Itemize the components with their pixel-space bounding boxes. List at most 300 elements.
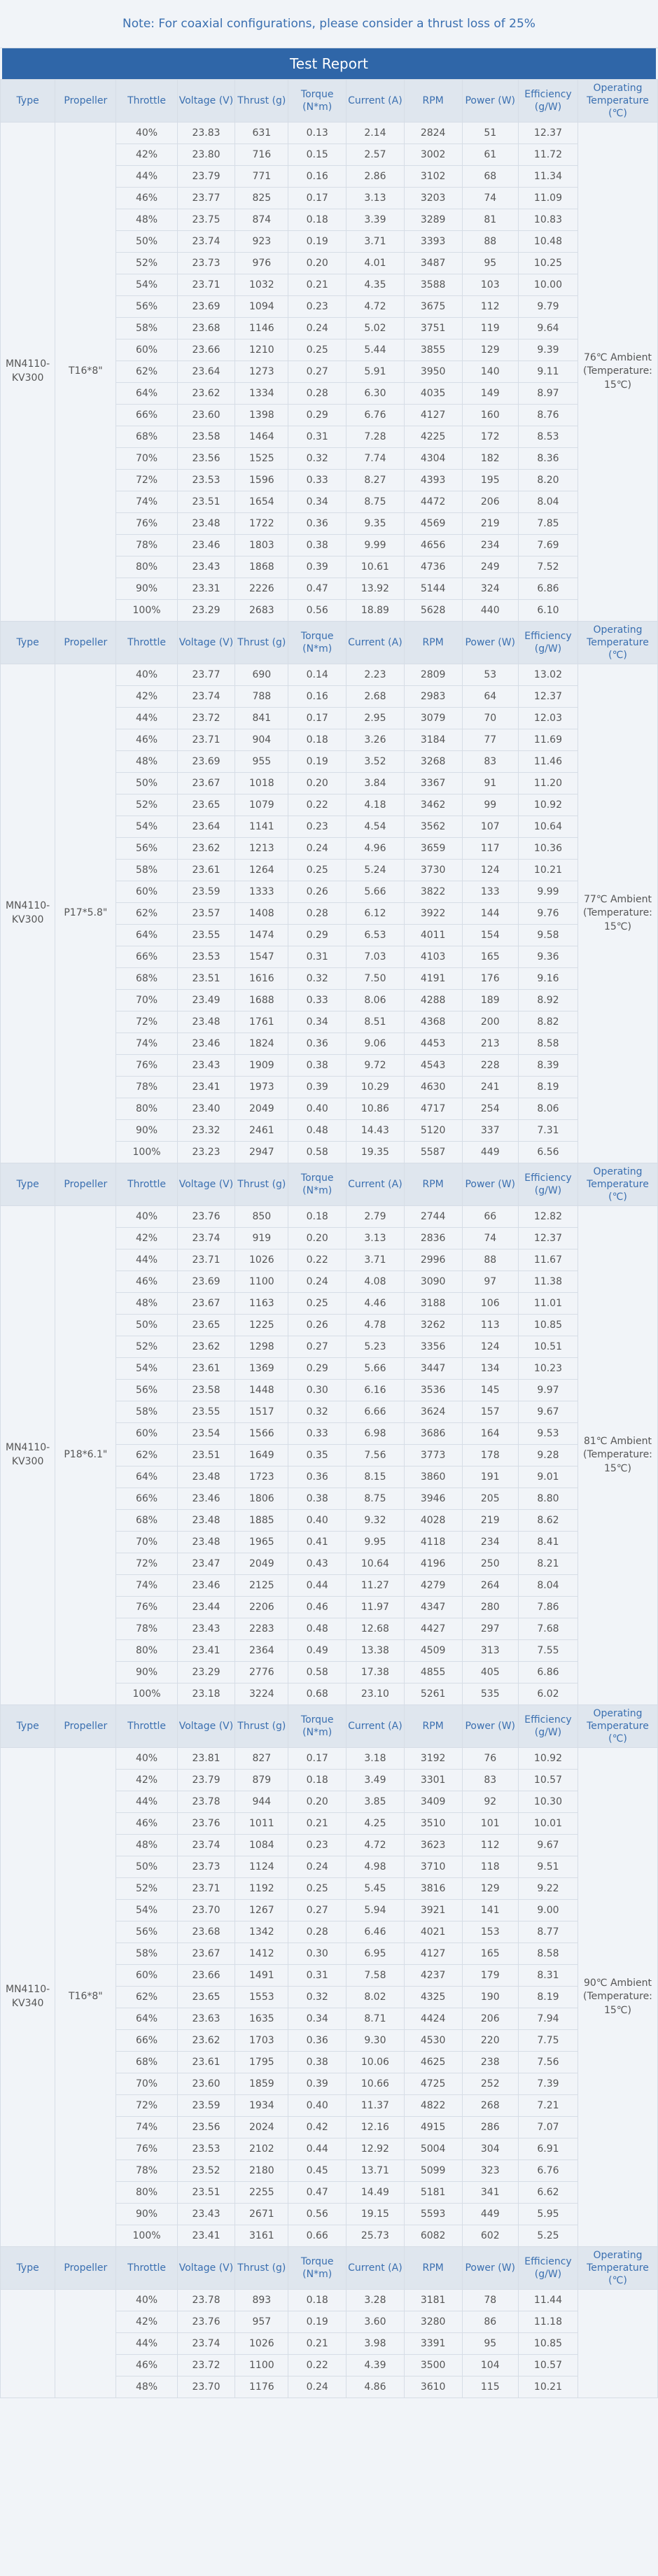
thrust-cell: 1398 xyxy=(235,405,288,426)
efficiency-cell: 10.48 xyxy=(518,231,578,253)
rpm-cell: 3710 xyxy=(404,1856,462,1878)
thrust-cell: 2776 xyxy=(235,1662,288,1684)
efficiency-cell: 11.69 xyxy=(518,729,578,751)
power-cell: 440 xyxy=(462,600,518,622)
rpm-cell: 3946 xyxy=(404,1488,462,1510)
motor-type-cell: MN4110-KV300 xyxy=(1,122,55,622)
throttle-cell: 70% xyxy=(116,448,177,470)
voltage-cell: 23.46 xyxy=(177,1575,235,1597)
voltage-cell: 23.74 xyxy=(177,231,235,253)
torque-cell: 0.38 xyxy=(288,1055,346,1077)
power-cell: 106 xyxy=(462,1293,518,1315)
efficiency-cell: 6.10 xyxy=(518,600,578,622)
throttle-cell: 58% xyxy=(116,1401,177,1423)
torque-cell: 0.18 xyxy=(288,1770,346,1791)
header-voltage: Voltage (V) xyxy=(177,2247,235,2290)
torque-cell: 0.20 xyxy=(288,1228,346,1250)
current-cell: 8.15 xyxy=(346,1466,405,1488)
thrust-cell: 3224 xyxy=(235,1684,288,1705)
header-efficiency: Efficiency (g/W) xyxy=(518,1163,578,1206)
throttle-cell: 76% xyxy=(116,2138,177,2160)
power-cell: 153 xyxy=(462,1921,518,1943)
rpm-cell: 3289 xyxy=(404,209,462,231)
torque-cell: 0.45 xyxy=(288,2160,346,2182)
efficiency-cell: 7.69 xyxy=(518,535,578,556)
power-cell: 190 xyxy=(462,1987,518,2008)
efficiency-cell: 7.52 xyxy=(518,556,578,578)
rpm-cell: 5144 xyxy=(404,578,462,600)
voltage-cell: 23.62 xyxy=(177,1336,235,1358)
voltage-cell: 23.49 xyxy=(177,990,235,1011)
thrust-cell: 771 xyxy=(235,166,288,188)
power-cell: 119 xyxy=(462,318,518,340)
rpm-cell: 3500 xyxy=(404,2355,462,2376)
efficiency-cell: 12.82 xyxy=(518,1206,578,1228)
efficiency-cell: 6.86 xyxy=(518,1662,578,1684)
rpm-cell: 3188 xyxy=(404,1293,462,1315)
efficiency-cell: 10.85 xyxy=(518,1315,578,1336)
voltage-cell: 23.81 xyxy=(177,1748,235,1770)
current-cell: 13.92 xyxy=(346,578,405,600)
torque-cell: 0.13 xyxy=(288,122,346,144)
thrust-cell: 2125 xyxy=(235,1575,288,1597)
header-temperature: Operating Temperature (℃) xyxy=(578,622,657,664)
voltage-cell: 23.40 xyxy=(177,1098,235,1120)
torque-cell: 0.47 xyxy=(288,578,346,600)
voltage-cell: 23.76 xyxy=(177,2311,235,2333)
throttle-cell: 52% xyxy=(116,1878,177,1900)
header-propeller: Propeller xyxy=(55,80,116,122)
current-cell: 3.28 xyxy=(346,2290,405,2311)
torque-cell: 0.39 xyxy=(288,1077,346,1098)
power-cell: 129 xyxy=(462,1878,518,1900)
thrust-cell: 1267 xyxy=(235,1900,288,1921)
voltage-cell: 23.64 xyxy=(177,816,235,838)
current-cell: 5.91 xyxy=(346,361,405,383)
power-cell: 115 xyxy=(462,2376,518,2398)
throttle-cell: 66% xyxy=(116,2030,177,2052)
voltage-cell: 23.48 xyxy=(177,1011,235,1033)
torque-cell: 0.21 xyxy=(288,2333,346,2355)
power-cell: 92 xyxy=(462,1791,518,1813)
propeller-cell: P17*5.8" xyxy=(55,664,116,1163)
operating-temperature-cell xyxy=(578,2290,657,2398)
efficiency-cell: 5.95 xyxy=(518,2204,578,2225)
power-cell: 337 xyxy=(462,1120,518,1142)
power-cell: 51 xyxy=(462,122,518,144)
thrust-cell: 1803 xyxy=(235,535,288,556)
thrust-cell: 2180 xyxy=(235,2160,288,2182)
torque-cell: 0.24 xyxy=(288,1856,346,1878)
current-cell: 12.92 xyxy=(346,2138,405,2160)
rpm-cell: 4304 xyxy=(404,448,462,470)
power-cell: 154 xyxy=(462,925,518,946)
thrust-cell: 1973 xyxy=(235,1077,288,1098)
operating-temperature-cell: 76℃ Ambient (Temperature: 15℃) xyxy=(578,122,657,622)
throttle-cell: 90% xyxy=(116,578,177,600)
rpm-cell: 2836 xyxy=(404,1228,462,1250)
power-cell: 124 xyxy=(462,860,518,881)
voltage-cell: 23.32 xyxy=(177,1120,235,1142)
torque-cell: 0.22 xyxy=(288,794,346,816)
torque-cell: 0.27 xyxy=(288,1900,346,1921)
voltage-cell: 23.55 xyxy=(177,925,235,946)
power-cell: 220 xyxy=(462,2030,518,2052)
torque-cell: 0.34 xyxy=(288,1011,346,1033)
torque-cell: 0.44 xyxy=(288,1575,346,1597)
header-propeller: Propeller xyxy=(55,2247,116,2290)
voltage-cell: 23.71 xyxy=(177,1878,235,1900)
motor-type-cell: MN4110-KV340 xyxy=(1,1748,55,2247)
efficiency-cell: 13.02 xyxy=(518,664,578,686)
thrust-cell: 1342 xyxy=(235,1921,288,1943)
thrust-cell: 1412 xyxy=(235,1943,288,1965)
current-cell: 10.06 xyxy=(346,2052,405,2073)
rpm-cell: 4279 xyxy=(404,1575,462,1597)
header-temperature: Operating Temperature (℃) xyxy=(578,1163,657,1206)
power-cell: 206 xyxy=(462,491,518,513)
throttle-cell: 64% xyxy=(116,383,177,405)
rpm-cell: 3447 xyxy=(404,1358,462,1380)
efficiency-cell: 7.94 xyxy=(518,2008,578,2030)
thrust-cell: 631 xyxy=(235,122,288,144)
throttle-cell: 60% xyxy=(116,881,177,903)
thrust-cell: 1885 xyxy=(235,1510,288,1532)
efficiency-cell: 8.39 xyxy=(518,1055,578,1077)
current-cell: 6.76 xyxy=(346,405,405,426)
current-cell: 3.49 xyxy=(346,1770,405,1791)
torque-cell: 0.36 xyxy=(288,2030,346,2052)
throttle-cell: 46% xyxy=(116,729,177,751)
torque-cell: 0.23 xyxy=(288,1835,346,1856)
rpm-cell: 5004 xyxy=(404,2138,462,2160)
rpm-cell: 5120 xyxy=(404,1120,462,1142)
header-type: Type xyxy=(1,2247,55,2290)
efficiency-cell: 10.30 xyxy=(518,1791,578,1813)
thrust-cell: 1210 xyxy=(235,340,288,361)
rpm-cell: 2824 xyxy=(404,122,462,144)
efficiency-cell: 8.31 xyxy=(518,1965,578,1987)
thrust-cell: 2255 xyxy=(235,2182,288,2204)
throttle-cell: 68% xyxy=(116,426,177,448)
throttle-cell: 80% xyxy=(116,1098,177,1120)
current-cell: 14.43 xyxy=(346,1120,405,1142)
header-power: Power (W) xyxy=(462,1163,518,1206)
efficiency-cell: 10.25 xyxy=(518,253,578,274)
header-current: Current (A) xyxy=(346,1705,405,1748)
thrust-cell: 1654 xyxy=(235,491,288,513)
current-cell: 12.16 xyxy=(346,2117,405,2138)
power-cell: 449 xyxy=(462,2204,518,2225)
throttle-cell: 66% xyxy=(116,946,177,968)
rpm-cell: 4196 xyxy=(404,1553,462,1575)
thrust-cell: 2947 xyxy=(235,1142,288,1163)
voltage-cell: 23.48 xyxy=(177,1466,235,1488)
torque-cell: 0.23 xyxy=(288,816,346,838)
thrust-cell: 1334 xyxy=(235,383,288,405)
current-cell: 3.18 xyxy=(346,1748,405,1770)
rpm-cell: 2996 xyxy=(404,1250,462,1271)
voltage-cell: 23.29 xyxy=(177,1662,235,1684)
rpm-cell: 3816 xyxy=(404,1878,462,1900)
thrust-cell: 1868 xyxy=(235,556,288,578)
power-cell: 313 xyxy=(462,1640,518,1662)
voltage-cell: 23.31 xyxy=(177,578,235,600)
throttle-cell: 80% xyxy=(116,556,177,578)
voltage-cell: 23.41 xyxy=(177,2225,235,2247)
header-torque: Torque (N*m) xyxy=(288,2247,346,2290)
thrust-cell: 1491 xyxy=(235,1965,288,1987)
throttle-cell: 72% xyxy=(116,2095,177,2117)
throttle-cell: 60% xyxy=(116,1965,177,1987)
rpm-cell: 3510 xyxy=(404,1813,462,1835)
thrust-cell: 1525 xyxy=(235,448,288,470)
efficiency-cell: 8.04 xyxy=(518,1575,578,1597)
torque-cell: 0.48 xyxy=(288,1120,346,1142)
throttle-cell: 48% xyxy=(116,1835,177,1856)
efficiency-cell: 8.20 xyxy=(518,470,578,491)
rpm-cell: 3659 xyxy=(404,838,462,860)
current-cell: 6.30 xyxy=(346,383,405,405)
voltage-cell: 23.47 xyxy=(177,1553,235,1575)
current-cell: 6.98 xyxy=(346,1423,405,1445)
voltage-cell: 23.51 xyxy=(177,491,235,513)
throttle-cell: 56% xyxy=(116,296,177,318)
voltage-cell: 23.29 xyxy=(177,600,235,622)
torque-cell: 0.28 xyxy=(288,383,346,405)
efficiency-cell: 8.19 xyxy=(518,1987,578,2008)
current-cell: 5.45 xyxy=(346,1878,405,1900)
torque-cell: 0.27 xyxy=(288,361,346,383)
power-cell: 78 xyxy=(462,2290,518,2311)
thrust-cell: 879 xyxy=(235,1770,288,1791)
voltage-cell: 23.76 xyxy=(177,1813,235,1835)
rpm-cell: 3409 xyxy=(404,1791,462,1813)
voltage-cell: 23.56 xyxy=(177,2117,235,2138)
rpm-cell: 2744 xyxy=(404,1206,462,1228)
power-cell: 112 xyxy=(462,1835,518,1856)
power-cell: 64 xyxy=(462,686,518,708)
thrust-cell: 1094 xyxy=(235,296,288,318)
power-cell: 68 xyxy=(462,166,518,188)
current-cell: 11.37 xyxy=(346,2095,405,2117)
throttle-cell: 64% xyxy=(116,925,177,946)
rpm-cell: 6082 xyxy=(404,2225,462,2247)
header-rpm: RPM xyxy=(404,622,462,664)
current-cell: 2.68 xyxy=(346,686,405,708)
power-cell: 83 xyxy=(462,751,518,773)
current-cell: 11.97 xyxy=(346,1597,405,1618)
efficiency-cell: 10.51 xyxy=(518,1336,578,1358)
voltage-cell: 23.52 xyxy=(177,2160,235,2182)
power-cell: 97 xyxy=(462,1271,518,1293)
rpm-cell: 3536 xyxy=(404,1380,462,1401)
power-cell: 91 xyxy=(462,773,518,794)
rpm-cell: 3822 xyxy=(404,881,462,903)
throttle-cell: 42% xyxy=(116,1770,177,1791)
power-cell: 200 xyxy=(462,1011,518,1033)
current-cell: 4.39 xyxy=(346,2355,405,2376)
thrust-cell: 1795 xyxy=(235,2052,288,2073)
header-rpm: RPM xyxy=(404,2247,462,2290)
thrust-cell: 1100 xyxy=(235,2355,288,2376)
throttle-cell: 54% xyxy=(116,1900,177,1921)
current-cell: 2.86 xyxy=(346,166,405,188)
efficiency-cell: 6.56 xyxy=(518,1142,578,1163)
voltage-cell: 23.46 xyxy=(177,1488,235,1510)
efficiency-cell: 9.11 xyxy=(518,361,578,383)
efficiency-cell: 10.57 xyxy=(518,2355,578,2376)
voltage-cell: 23.79 xyxy=(177,1770,235,1791)
header-throttle: Throttle xyxy=(116,80,177,122)
power-cell: 149 xyxy=(462,383,518,405)
torque-cell: 0.40 xyxy=(288,1098,346,1120)
header-propeller: Propeller xyxy=(55,1705,116,1748)
throttle-cell: 78% xyxy=(116,2160,177,2182)
efficiency-cell: 7.56 xyxy=(518,2052,578,2073)
torque-cell: 0.22 xyxy=(288,1250,346,1271)
propeller-cell xyxy=(55,2290,116,2398)
current-cell: 3.71 xyxy=(346,1250,405,1271)
thrust-cell: 1124 xyxy=(235,1856,288,1878)
throttle-cell: 46% xyxy=(116,2355,177,2376)
efficiency-cell: 12.37 xyxy=(518,122,578,144)
thrust-cell: 1806 xyxy=(235,1488,288,1510)
thrust-cell: 2206 xyxy=(235,1597,288,1618)
torque-cell: 0.66 xyxy=(288,2225,346,2247)
efficiency-cell: 5.25 xyxy=(518,2225,578,2247)
power-cell: 165 xyxy=(462,1943,518,1965)
thrust-cell: 850 xyxy=(235,1206,288,1228)
current-cell: 3.52 xyxy=(346,751,405,773)
power-cell: 341 xyxy=(462,2182,518,2204)
power-cell: 88 xyxy=(462,1250,518,1271)
thrust-cell: 1333 xyxy=(235,881,288,903)
voltage-cell: 23.60 xyxy=(177,2073,235,2095)
motor-type-cell: MN4110-KV300 xyxy=(1,664,55,1163)
throttle-cell: 60% xyxy=(116,340,177,361)
power-cell: 206 xyxy=(462,2008,518,2030)
rpm-cell: 3102 xyxy=(404,166,462,188)
current-cell: 10.86 xyxy=(346,1098,405,1120)
thrust-cell: 1141 xyxy=(235,816,288,838)
power-cell: 144 xyxy=(462,903,518,925)
torque-cell: 0.29 xyxy=(288,1358,346,1380)
header-voltage: Voltage (V) xyxy=(177,80,235,122)
voltage-cell: 23.71 xyxy=(177,1250,235,1271)
efficiency-cell: 10.83 xyxy=(518,209,578,231)
throttle-cell: 44% xyxy=(116,1250,177,1271)
rpm-cell: 5587 xyxy=(404,1142,462,1163)
efficiency-cell: 7.85 xyxy=(518,513,578,535)
efficiency-cell: 9.39 xyxy=(518,340,578,361)
header-temperature: Operating Temperature (℃) xyxy=(578,80,657,122)
current-cell: 9.99 xyxy=(346,535,405,556)
efficiency-cell: 8.58 xyxy=(518,1033,578,1055)
throttle-cell: 74% xyxy=(116,2117,177,2138)
rpm-cell: 3181 xyxy=(404,2290,462,2311)
throttle-cell: 44% xyxy=(116,708,177,729)
rpm-cell: 4225 xyxy=(404,426,462,448)
throttle-cell: 54% xyxy=(116,1358,177,1380)
throttle-cell: 56% xyxy=(116,1380,177,1401)
table-row xyxy=(1,664,658,686)
thrust-cell: 1100 xyxy=(235,1271,288,1293)
power-cell: 213 xyxy=(462,1033,518,1055)
efficiency-cell: 7.86 xyxy=(518,1597,578,1618)
throttle-cell: 76% xyxy=(116,1055,177,1077)
torque-cell: 0.19 xyxy=(288,751,346,773)
voltage-cell: 23.51 xyxy=(177,1445,235,1466)
voltage-cell: 23.66 xyxy=(177,1965,235,1987)
thrust-cell: 1553 xyxy=(235,1987,288,2008)
header-thrust: Thrust (g) xyxy=(235,622,288,664)
voltage-cell: 23.79 xyxy=(177,166,235,188)
header-current: Current (A) xyxy=(346,1163,405,1206)
current-cell: 10.66 xyxy=(346,2073,405,2095)
efficiency-cell: 11.34 xyxy=(518,166,578,188)
throttle-cell: 72% xyxy=(116,1011,177,1033)
rpm-cell: 3487 xyxy=(404,253,462,274)
current-cell: 3.84 xyxy=(346,773,405,794)
voltage-cell: 23.53 xyxy=(177,2138,235,2160)
throttle-cell: 48% xyxy=(116,751,177,773)
header-current: Current (A) xyxy=(346,2247,405,2290)
current-cell: 4.54 xyxy=(346,816,405,838)
torque-cell: 0.29 xyxy=(288,405,346,426)
current-cell: 8.75 xyxy=(346,1488,405,1510)
rpm-cell: 3391 xyxy=(404,2333,462,2355)
thrust-cell: 2461 xyxy=(235,1120,288,1142)
current-cell: 9.32 xyxy=(346,1510,405,1532)
torque-cell: 0.32 xyxy=(288,1401,346,1423)
thrust-cell: 3161 xyxy=(235,2225,288,2247)
power-cell: 117 xyxy=(462,838,518,860)
thrust-cell: 690 xyxy=(235,664,288,686)
efficiency-cell: 9.58 xyxy=(518,925,578,946)
efficiency-cell: 7.39 xyxy=(518,2073,578,2095)
efficiency-cell: 9.64 xyxy=(518,318,578,340)
voltage-cell: 23.65 xyxy=(177,794,235,816)
torque-cell: 0.18 xyxy=(288,2290,346,2311)
voltage-cell: 23.65 xyxy=(177,1987,235,2008)
power-cell: 95 xyxy=(462,2333,518,2355)
rpm-cell: 4127 xyxy=(404,1943,462,1965)
torque-cell: 0.39 xyxy=(288,2073,346,2095)
torque-cell: 0.31 xyxy=(288,946,346,968)
voltage-cell: 23.53 xyxy=(177,470,235,491)
voltage-cell: 23.23 xyxy=(177,1142,235,1163)
rpm-cell: 5628 xyxy=(404,600,462,622)
throttle-cell: 52% xyxy=(116,253,177,274)
thrust-cell: 1026 xyxy=(235,1250,288,1271)
current-cell: 3.13 xyxy=(346,1228,405,1250)
torque-cell: 0.17 xyxy=(288,188,346,209)
thrust-cell: 2364 xyxy=(235,1640,288,1662)
rpm-cell: 4530 xyxy=(404,2030,462,2052)
torque-cell: 0.40 xyxy=(288,2095,346,2117)
current-cell: 19.35 xyxy=(346,1142,405,1163)
current-cell: 3.85 xyxy=(346,1791,405,1813)
voltage-cell: 23.48 xyxy=(177,1510,235,1532)
throttle-cell: 48% xyxy=(116,2376,177,2398)
voltage-cell: 23.61 xyxy=(177,860,235,881)
throttle-cell: 70% xyxy=(116,2073,177,2095)
rpm-cell: 3356 xyxy=(404,1336,462,1358)
voltage-cell: 23.44 xyxy=(177,1597,235,1618)
thrust-cell: 2683 xyxy=(235,600,288,622)
power-cell: 280 xyxy=(462,1597,518,1618)
